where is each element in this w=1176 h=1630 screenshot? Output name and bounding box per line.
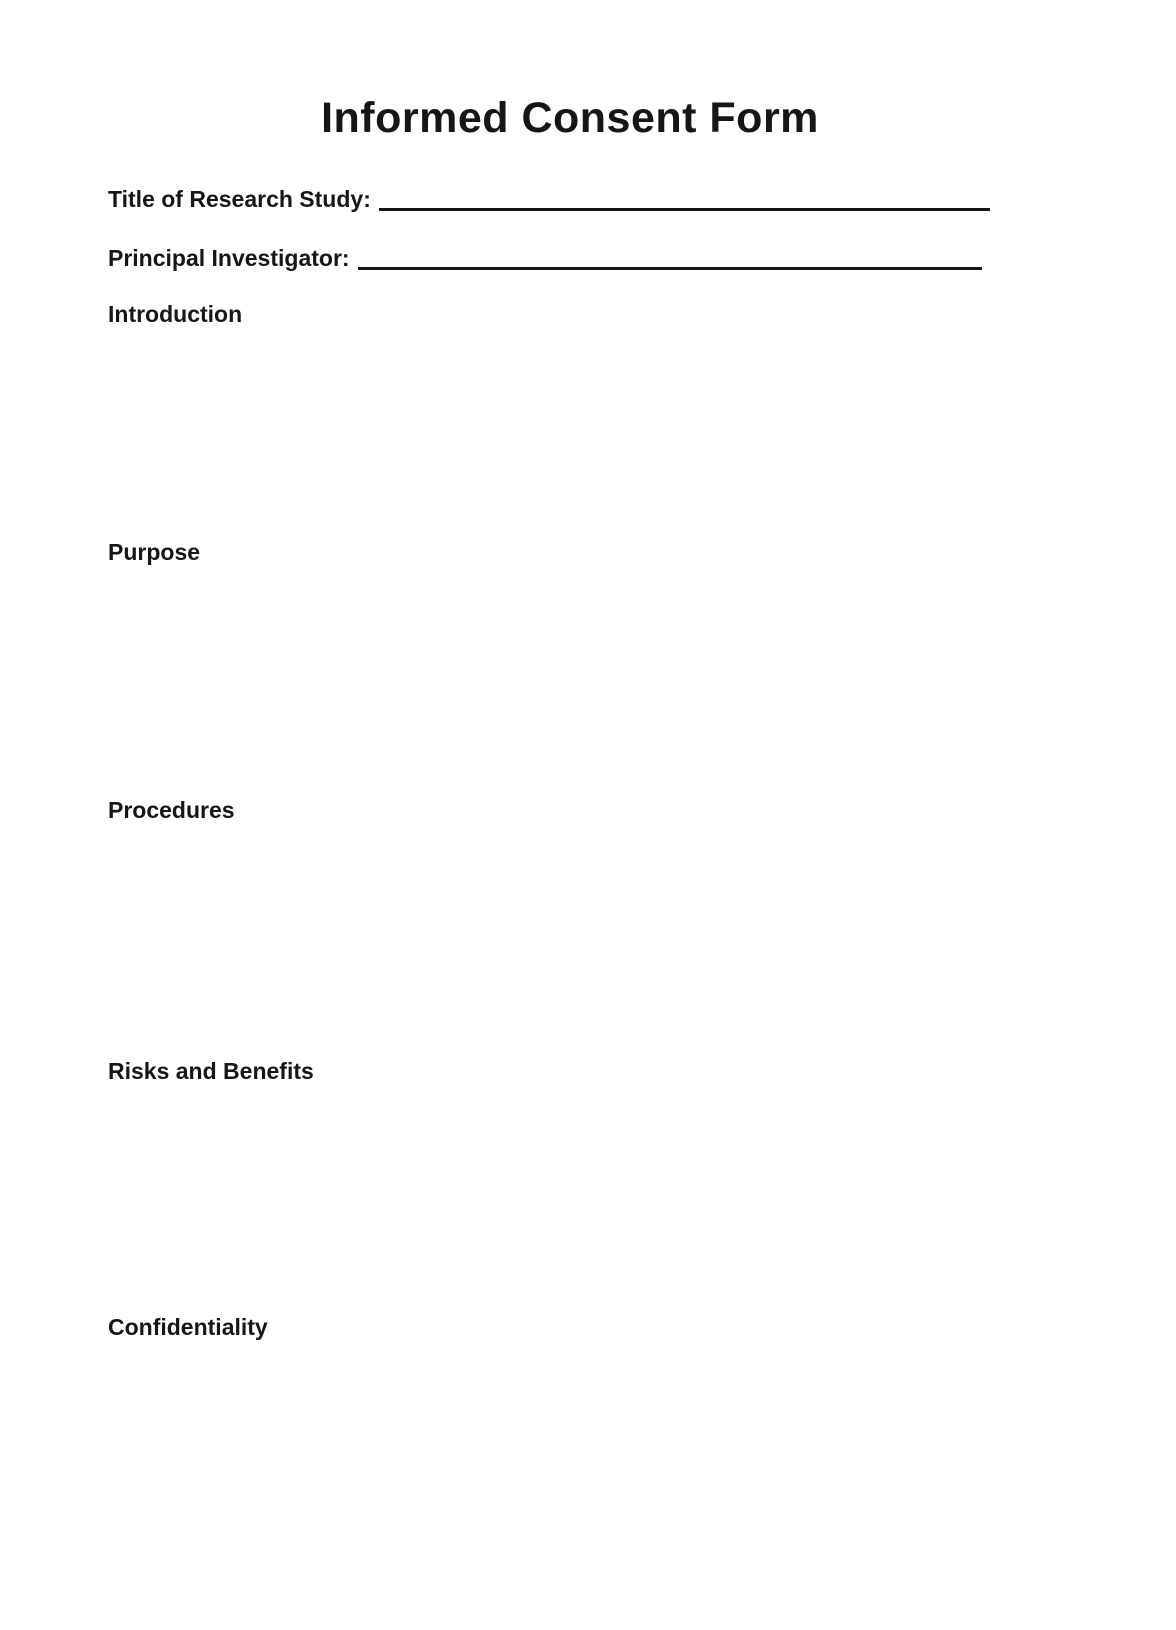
section-heading-risks-and-benefits: Risks and Benefits <box>108 1058 314 1084</box>
research-study-title-fill-line <box>379 208 990 211</box>
principal-investigator-row <box>108 245 982 271</box>
section-heading-procedures: Procedures <box>108 797 235 823</box>
research-study-title-row <box>108 186 990 212</box>
principal-investigator-fill-line <box>358 267 982 270</box>
research-study-title-label: Title of Research Study: <box>108 186 371 212</box>
principal-investigator-label: Principal Investigator: <box>108 245 350 271</box>
page-title: Informed Consent Form <box>321 94 819 142</box>
section-heading-confidentiality: Confidentiality <box>108 1314 268 1340</box>
section-heading-introduction: Introduction <box>108 301 243 327</box>
section-heading-purpose: Purpose <box>108 539 201 565</box>
